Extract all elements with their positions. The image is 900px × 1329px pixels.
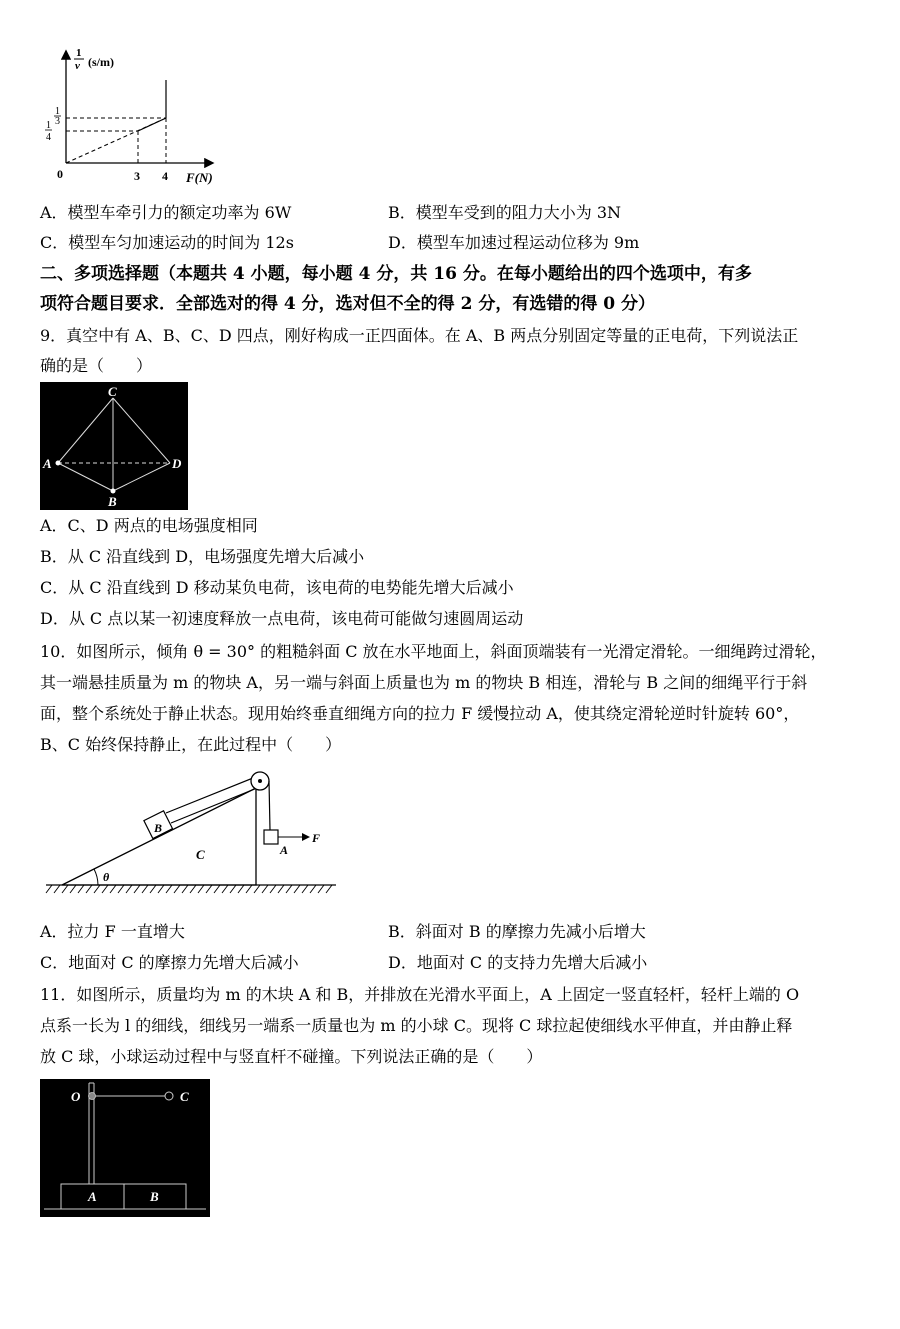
x-tick-3: 3 — [134, 169, 140, 183]
q9-option-b: B．从 C 沿直线到 D，电场强度先增大后减小 — [40, 547, 365, 566]
q11-stem-line1: 11．如图所示，质量均为 m 的木块 A 和 B，并排放在光滑水平面上，A 上固定一竖直轻杆，轻杆上端的 O — [40, 985, 800, 1004]
tick-1-3-num: 1 — [55, 106, 60, 117]
q8-option-d: D．模型车加速过程运动位移为 9m — [388, 233, 640, 252]
q10-stem-line2: 其一端悬挂质量为 m 的物块 A，另一端与斜面上质量也为 m 的物块 B 相连，滑轮与 B 之间的细绳平行于斜 — [40, 673, 808, 692]
y-label-unit: (s/m) — [88, 55, 114, 69]
q10-option-c: C．地面对 C 的摩擦力先增大后减小 — [40, 953, 299, 972]
q9-label-b: B — [108, 494, 117, 509]
q9-option-a: A．C、D 两点的电场强度相同 — [40, 516, 258, 535]
x-axis-label: F(N) — [186, 170, 213, 185]
q8-option-b: B．模型车受到的阻力大小为 3N — [388, 203, 622, 222]
q10-incline-figure — [40, 770, 340, 900]
origin-label: 0 — [57, 167, 63, 181]
q11-label-a: A — [88, 1189, 97, 1204]
q9-option-c: C．从 C 沿直线到 D 移动某负电荷，该电荷的电势能先增大后减小 — [40, 578, 514, 597]
q10-label-theta: θ — [103, 870, 110, 884]
tick-1-4-num: 1 — [46, 120, 51, 131]
q9-stem-line1: 9．真空中有 A、B、C、D 四点，刚好构成一正四面体。在 A、B 两点分别固定等量的正电荷，下列说法正 — [40, 326, 799, 345]
q8-option-a: A．模型车牵引力的额定功率为 6W — [40, 203, 292, 222]
q11-stem-line3: 放 C 球，小球运动过程中与竖直杆不碰撞。下列说法正确的是（ ） — [40, 1047, 543, 1066]
section2-header-line2: 项符合题目要求．全部选对的得 4 分，选对但不全的得 2 分，有选错的得 0 分） — [40, 294, 655, 314]
q11-stem-line2: 点系一长为 l 的细线，细线另一端系一质量也为 m 的小球 C。现将 C 球拉起使细线水平伸直，并由静止释 — [40, 1016, 793, 1035]
q9-option-d: D．从 C 点以某一初速度释放一点电荷，该电荷可能做匀速圆周运动 — [40, 609, 524, 628]
tick-1-3-den: 3 — [55, 116, 60, 127]
q8-option-c: C．模型车匀加速运动的时间为 12s — [40, 233, 294, 252]
q9-label-a: A — [43, 456, 52, 471]
q10-label-b: B — [154, 821, 163, 835]
x-tick-4: 4 — [162, 169, 168, 183]
q11-label-b: B — [150, 1189, 159, 1204]
q11-figure — [40, 1079, 210, 1217]
q10-stem-line3: 面，整个系统处于静止状态。现用始终垂直细绳方向的拉力 F 缓慢拉动 A，使其绕定滑轮逆时针旋转 60°， — [40, 704, 800, 723]
q10-option-d: D．地面对 C 的支持力先增大后减小 — [388, 953, 648, 972]
q11-label-c: C — [180, 1089, 189, 1104]
q9-label-c: C — [108, 384, 117, 399]
tick-1-4-den: 4 — [46, 132, 51, 143]
section2-header-line1: 二、多项选择题（本题共 4 小题，每小题 4 分，共 16 分。在每小题给出的四个选项中，有多 — [40, 264, 752, 284]
q9-label-d: D — [172, 456, 182, 471]
q9-stem-line2: 确的是（ ） — [40, 356, 153, 375]
q10-label-f: F — [312, 831, 321, 845]
q10-option-a: A．拉力 F 一直增大 — [40, 922, 185, 941]
q8-graph — [40, 40, 230, 190]
q10-label-a: A — [280, 843, 289, 857]
q10-option-b: B．斜面对 B 的摩擦力先减小后增大 — [388, 922, 646, 941]
q10-stem-line4: B、C 始终保持静止，在此过程中（ ） — [40, 735, 342, 754]
y-label-num: 1 — [76, 47, 82, 59]
q10-label-c: C — [196, 847, 205, 862]
q11-label-o: O — [71, 1089, 81, 1104]
q10-stem-line1: 10．如图所示，倾角 θ = 30° 的粗糙斜面 C 放在水平地面上，斜面顶端装有一光滑定滑轮。一细绳跨过滑轮， — [40, 642, 827, 661]
y-label-den: v — [75, 60, 80, 72]
graph-solid-flat — [138, 118, 166, 131]
q9-tetrahedron-figure — [40, 382, 188, 510]
